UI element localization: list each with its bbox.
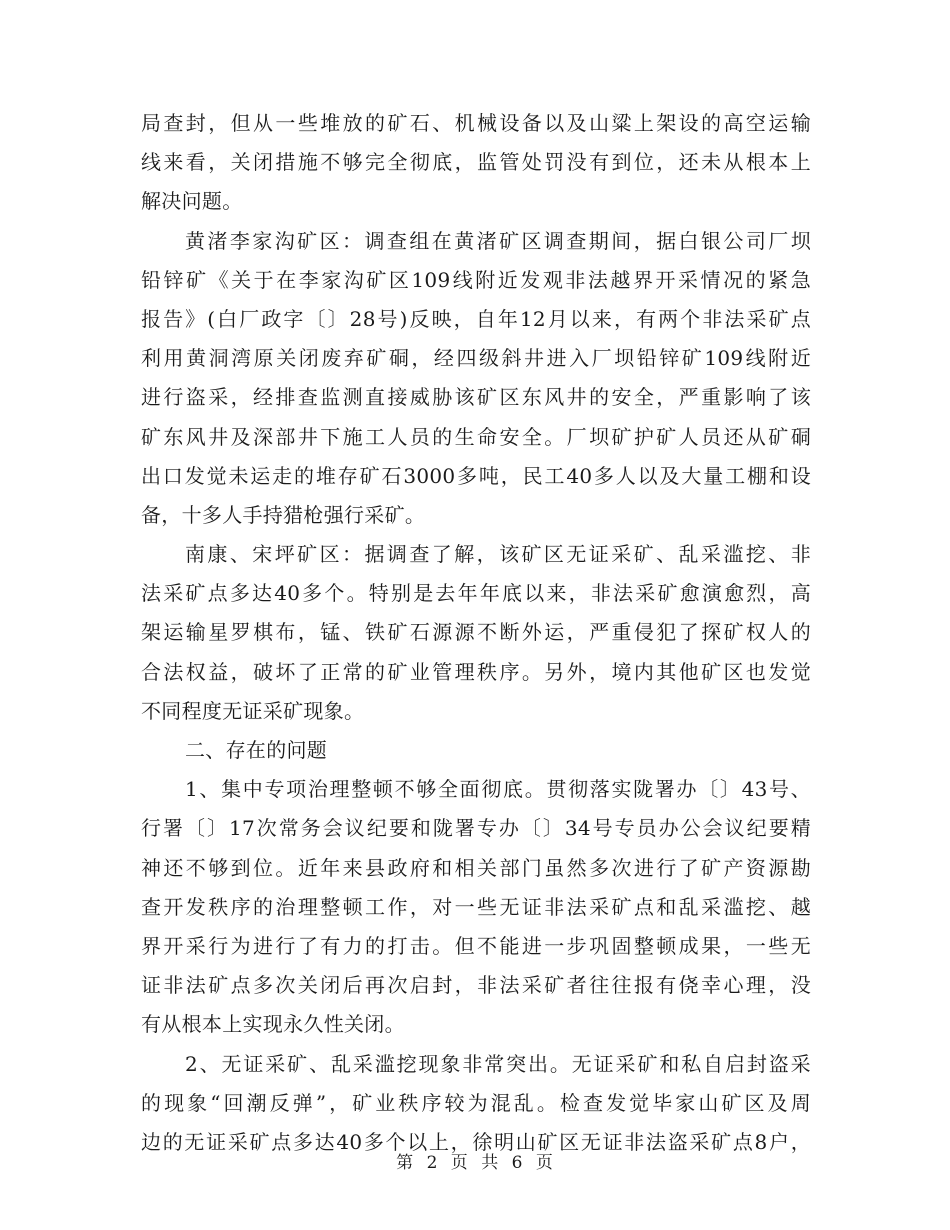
text-line: 证非法矿点多次关闭后再次启封，非法采矿者往往报有侥幸心理，没 xyxy=(141,973,811,998)
text-line: 不同程度无证采矿现象。 xyxy=(141,698,365,723)
text-line: 行署〔〕17次常务会议纪要和陇署专办〔〕34号专员办公会议纪要精 xyxy=(141,816,811,841)
paragraph xyxy=(141,1045,811,1163)
text-line: 的现象“回潮反弹”，矿业秩序较为混乱。检查发觉毕家山矿区及周 xyxy=(141,1090,811,1115)
paragraph xyxy=(141,535,811,731)
text-line: 黄渚李家沟矿区：调查组在黄渚矿区调查期间，据白银公司厂坝 xyxy=(185,228,811,253)
text-line: 界开采行为进行了有力的打击。但不能进一步巩固整顿成果，一些无 xyxy=(141,933,811,958)
text-line: 架运输星罗棋布，锰、铁矿石源源不断外运，严重侵犯了探矿权人的 xyxy=(141,620,811,645)
text-line: 利用黄洞湾原关闭废弃矿硐，经四级斜井进入厂坝铅锌矿109线附近 xyxy=(141,346,811,371)
text-line: 边的无证采矿点多达40多个以上，徐明山矿区无证非法盗采矿点8户， xyxy=(141,1129,811,1154)
page-footer: 第 2 页 共 6 页 xyxy=(396,1153,554,1173)
text-line: 铅锌矿《关于在李家沟矿区109线附近发观非法越界开采情况的紧急 xyxy=(141,267,811,292)
text-line: 备，十多人手持猎枪强行采矿。 xyxy=(141,502,426,527)
paragraph xyxy=(141,104,811,222)
text-line: 2、无证采矿、乱采滥挖现象非常突出。无证采矿和私自启封盗采 xyxy=(185,1051,811,1076)
text-line: 线来看，关闭措施不够完全彻底，监管处罚没有到位，还未从根本上 xyxy=(141,150,811,175)
text-line: 进行盗采，经排查监测直接威胁该矿区东风井的安全，严重影响了该 xyxy=(141,385,811,410)
text-line: 局查封，但从一些堆放的矿石、机械设备以及山粱上架设的高空运输 xyxy=(141,111,811,135)
text-line: 报告》(白厂政字〔〕28号)反映，自年12月以来，有两个非法采矿点 xyxy=(141,306,811,331)
text-line: 查开发秩序的治理整顿工作，对一些无证非法采矿点和乱采滥挖、越 xyxy=(141,894,811,919)
paragraph xyxy=(141,222,811,536)
text-line: 出口发觉未运走的堆存矿石3000多吨，民工40多人以及大量工棚和设 xyxy=(141,463,811,488)
text-line: 矿东风井及深部井下施工人员的生命安全。厂坝矿护矿人员还从矿硐 xyxy=(141,424,811,449)
text-line: 有从根本上实现永久性关闭。 xyxy=(141,1012,405,1037)
paragraph xyxy=(141,731,811,770)
text-line: 1、集中专项治理整顿不够全面彻底。贯彻落实陇署办〔〕43号、 xyxy=(185,777,811,802)
document-body xyxy=(141,104,811,1162)
text-line: 南康、宋坪矿区：据调查了解，该矿区无证采矿、乱采滥挖、非 xyxy=(185,542,811,567)
paragraph xyxy=(141,770,811,1044)
text-line: 解决问题。 xyxy=(141,189,243,214)
text-line: 法采矿点多达40多个。特别是去年年底以来，非法采矿愈演愈烈，高 xyxy=(141,581,811,606)
text-line: 二、存在的问题 xyxy=(185,738,328,762)
text-line: 神还不够到位。近年来县政府和相关部门虽然多次进行了矿产资源勘 xyxy=(141,855,811,880)
text-line: 合法权益，破坏了正常的矿业管理秩序。另外，境内其他矿区也发觉 xyxy=(141,659,811,684)
